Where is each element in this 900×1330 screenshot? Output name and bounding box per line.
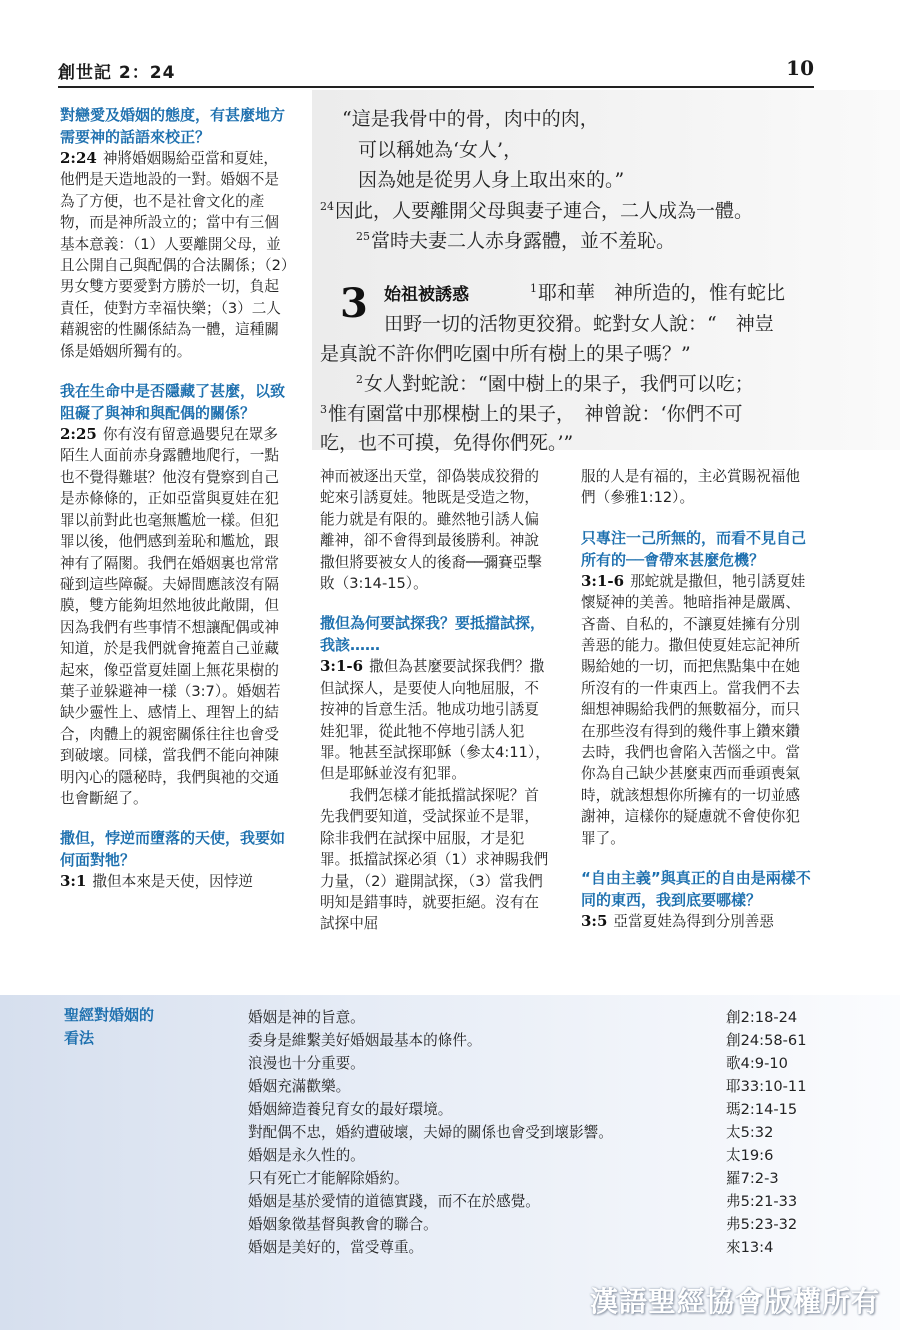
table-cell-statement: 對配偶不忠，婚約遭破壞，夫婦的關係也會受到壞影響。 (248, 1124, 613, 1141)
table-cell-reference: 瑪2:14-15 (726, 1101, 798, 1118)
verse-number: 24 (320, 199, 334, 213)
note-text: 撒但為甚麼要試探我們？撒但試探人，是要使人向牠屈服，不按神的旨意生活。牠成功地引誘夏娃犯罪，從此牠不停地引誘人犯罪。牠甚至試探耶穌（參太4:11），但是耶穌並沒有犯罪。 (320, 658, 550, 783)
page-number: 10 (786, 56, 814, 80)
table-title-line: 聖經對婚姻的 (64, 1006, 155, 1024)
verse-reference: 2:24 (60, 149, 97, 167)
table-title-line: 看法 (64, 1029, 95, 1047)
scripture-line: 吃，也不可摸，免得你們死。’” (320, 432, 574, 454)
verse-text: 當時夫妻二人赤身露體，並不羞恥。 (371, 230, 676, 252)
table-cell-statement: 浪漫也十分重要。 (248, 1055, 365, 1072)
table-cell-statement: 婚姻是永久性的。 (248, 1147, 365, 1164)
table-cell-reference: 羅7:2-3 (726, 1170, 779, 1187)
note-heading: 我在生命中是否隱藏了甚麼，以致阻礙了與神和與配偶的關係？ (60, 382, 286, 423)
note-text: 亞當夏娃為得到分別善惡 (613, 913, 774, 931)
verse-number: 3 (320, 402, 327, 416)
table-row (248, 1029, 808, 1052)
note-paragraph (320, 656, 552, 784)
commentary-column-3 (581, 466, 813, 933)
table-row (248, 1098, 808, 1121)
scripture-line: “這是我骨中的骨，肉中的肉， (342, 108, 599, 130)
table-row (248, 1167, 808, 1190)
chapter-title: 始祖被誘惑 (384, 285, 469, 305)
table-cell-reference: 弗5:21-33 (726, 1193, 798, 1210)
scripture-line: 是真說不許你們吃園中所有樹上的果子嗎？” (320, 343, 691, 365)
note-heading: 撒但為何要試探我？要抵擋試探，我該…… (320, 614, 546, 655)
table-cell-reference: 來13:4 (726, 1239, 774, 1256)
verse-number: 2 (356, 372, 363, 386)
table-row (248, 1213, 808, 1236)
book-chapter-reference: 創世記 2：24 (58, 63, 176, 83)
table-cell-statement: 婚姻締造養兒育女的最好環境。 (248, 1101, 453, 1118)
table-cell-reference: 太5:32 (726, 1124, 774, 1141)
table-cell-statement: 婚姻是美好的，當受尊重。 (248, 1239, 424, 1256)
note-text: 神將婚姻賜給亞當和夏娃，他們是天造地設的一對。婚姻不是為了方便，也不是社會文化的產物，而是神所設立的；當中有三個基本意義：（1）人要離開父母，並且公開自己與配偶的合法關係；（2）男女雙方要愛對方勝於一切，負起責任，使對方幸福快樂；（3）二人藉親密的性關係結為一體，這種關係是婚姻所獨有的。 (60, 150, 289, 360)
note-paragraph (581, 571, 813, 849)
verse-text: 因此，人要離開父母與妻子連合，二人成為一體。 (335, 200, 754, 222)
verse-reference: 3:1-6 (320, 657, 364, 676)
header-divider (58, 86, 814, 88)
verse-text: 惟有園當中那棵樹上的果子， 神曾說：‘你們不可 (328, 403, 743, 425)
table-row (248, 1190, 808, 1213)
table-row (248, 1006, 808, 1029)
note-text: 那蛇就是撒但，牠引誘夏娃懷疑神的美善。牠暗指神是嚴厲、吝嗇、自私的，不讓夏娃擁有分別善惡的能力。撒但使夏娃忘記神所賜給她的一切，而把焦點集中在她所沒有的一件東西上。當我們不去細想神賜給我們的無數福分，而只在那些沒有得到的幾件事上鑽來鑽去時，我們也會陷入苦惱之中。當你為自己缺少甚麼東西而垂頭喪氣時，就該想想你所擁有的一切並感謝神，這樣你的疑慮就不會使你犯罪了。 (581, 572, 806, 847)
table-cell-statement: 只有死亡才能解除婚約。 (248, 1170, 409, 1187)
note-paragraph (60, 424, 292, 809)
verse-text: 女人對蛇說：“園中樹上的果子，我們可以吃； (364, 373, 754, 395)
table-cell-statement: 委身是維繫美好婚姻最基本的條件。 (248, 1032, 482, 1049)
chapter-number: 3 (340, 280, 368, 327)
scripture-line: 可以稱她為‘女人’， (358, 139, 523, 161)
note-text: 神而被逐出天堂，卻偽裝成狡猾的蛇來引誘夏娃。牠既是受造之物，能力就是有限的。雖然牠引誘人偏離神，卻不會得到最後勝利。神說撒但將要被女人的後裔──彌賽亞擊敗（3:14-15）。 (320, 468, 542, 593)
verse-24 (320, 196, 753, 223)
verse-2 (356, 369, 754, 396)
table-cell-reference: 耶33:10-11 (726, 1078, 807, 1095)
verse-1 (530, 278, 785, 305)
verse-reference: 3:1 (60, 872, 87, 891)
table-cell-reference: 太19:6 (726, 1147, 774, 1164)
note-text: 服的人是有福的，主必賞賜祝福他們（參雅1:12）。 (581, 468, 800, 507)
table-cell-statement: 婚姻充滿歡樂。 (248, 1078, 351, 1095)
note-text: 我們怎樣才能抵擋試探呢？首先我們要知道，受試探並不是罪，除非我們在試探中屈服，才是犯罪。抵擋試探必須（1）求神賜我們力量，（2）避開試探，（3）當我們明知是錯事時，就要拒絕。沒有在試探中屈 (320, 786, 549, 933)
note-heading: 對戀愛及婚姻的態度，有甚麼地方需要神的話語來校正？ (60, 106, 286, 146)
note-paragraph (60, 148, 292, 362)
note-heading: 只專注一己所無的，而看不見自己所有的──會帶來甚麼危機？ (581, 528, 807, 569)
verse-25 (356, 226, 675, 253)
table-cell-reference: 創24:58-61 (726, 1032, 807, 1049)
note-text: 你有沒有留意過嬰兒在眾多陌生人面前赤身露體地爬行，一點也不覺得難堪？他沒有覺察到自己是赤條條的，正如亞當與夏娃在犯罪以前對此也毫無尷尬一樣。但犯罪以後，他們感到羞恥和尷尬，跟神有了隔閡。我們在婚姻裏也常常碰到這些障礙。夫婦間應該沒有隔膜，雙方能夠坦然地彼此敞開，但因為我們有些事情不想讓配偶或神知道，於是我們就會掩蓋自己並藏起來，像亞當夏娃圍上無花果樹的葉子並躲避神一樣（3:7）。婚姻若缺少靈性上、感情上、理智上的結合，肉體上的親密關係往往也會受到破壞。同樣，當我們不能向神陳明內心的隱秘時，我們與祂的交通也會斷絕了。 (60, 426, 281, 807)
table-cell-reference: 歌4:9-10 (726, 1055, 788, 1072)
note-heading: “自由主義”與真正的自由是兩樣不同的東西，我到底要哪樣？ (581, 869, 811, 910)
table-row (248, 1236, 808, 1259)
verse-reference: 2:25 (60, 425, 97, 444)
scripture-line: 田野一切的活物更狡猾。蛇對女人說：“ 神豈 (384, 313, 774, 335)
commentary-column-2 (320, 466, 552, 935)
table-row (248, 1121, 808, 1144)
table-row (248, 1144, 808, 1167)
verse-reference: 3:1-6 (581, 571, 625, 590)
note-text: 撒但本來是天使，因悖逆 (92, 873, 253, 891)
verse-number: 1 (530, 281, 537, 295)
table-row (248, 1052, 808, 1075)
note-heading: 撒但，悖逆而墮落的天使，我要如何面對牠？ (60, 829, 286, 870)
verse-text: 耶和華 神所造的，惟有蛇比 (538, 282, 786, 304)
table-row (248, 1075, 808, 1098)
table-cell-statement: 婚姻是神的旨意。 (248, 1009, 365, 1026)
note-paragraph (60, 871, 292, 892)
verse-3 (320, 399, 743, 426)
verse-number: 25 (356, 229, 370, 243)
table-cell-statement: 婚姻象徵基督與教會的聯合。 (248, 1216, 438, 1233)
table-cell-reference: 創2:18-24 (726, 1009, 798, 1026)
scripture-line: 因為她是從男人身上取出來的。” (358, 169, 625, 191)
verse-reference: 3:5 (581, 912, 608, 931)
copyright-watermark: 漢語聖經協會版權所有 (589, 1285, 880, 1318)
note-paragraph (581, 911, 813, 932)
table-title (64, 1004, 154, 1050)
commentary-column-1 (60, 104, 292, 893)
table-cell-statement: 婚姻是基於愛情的道德實踐，而不在於感覺。 (248, 1193, 540, 1210)
table-cell-reference: 弗5:23-32 (726, 1216, 798, 1233)
